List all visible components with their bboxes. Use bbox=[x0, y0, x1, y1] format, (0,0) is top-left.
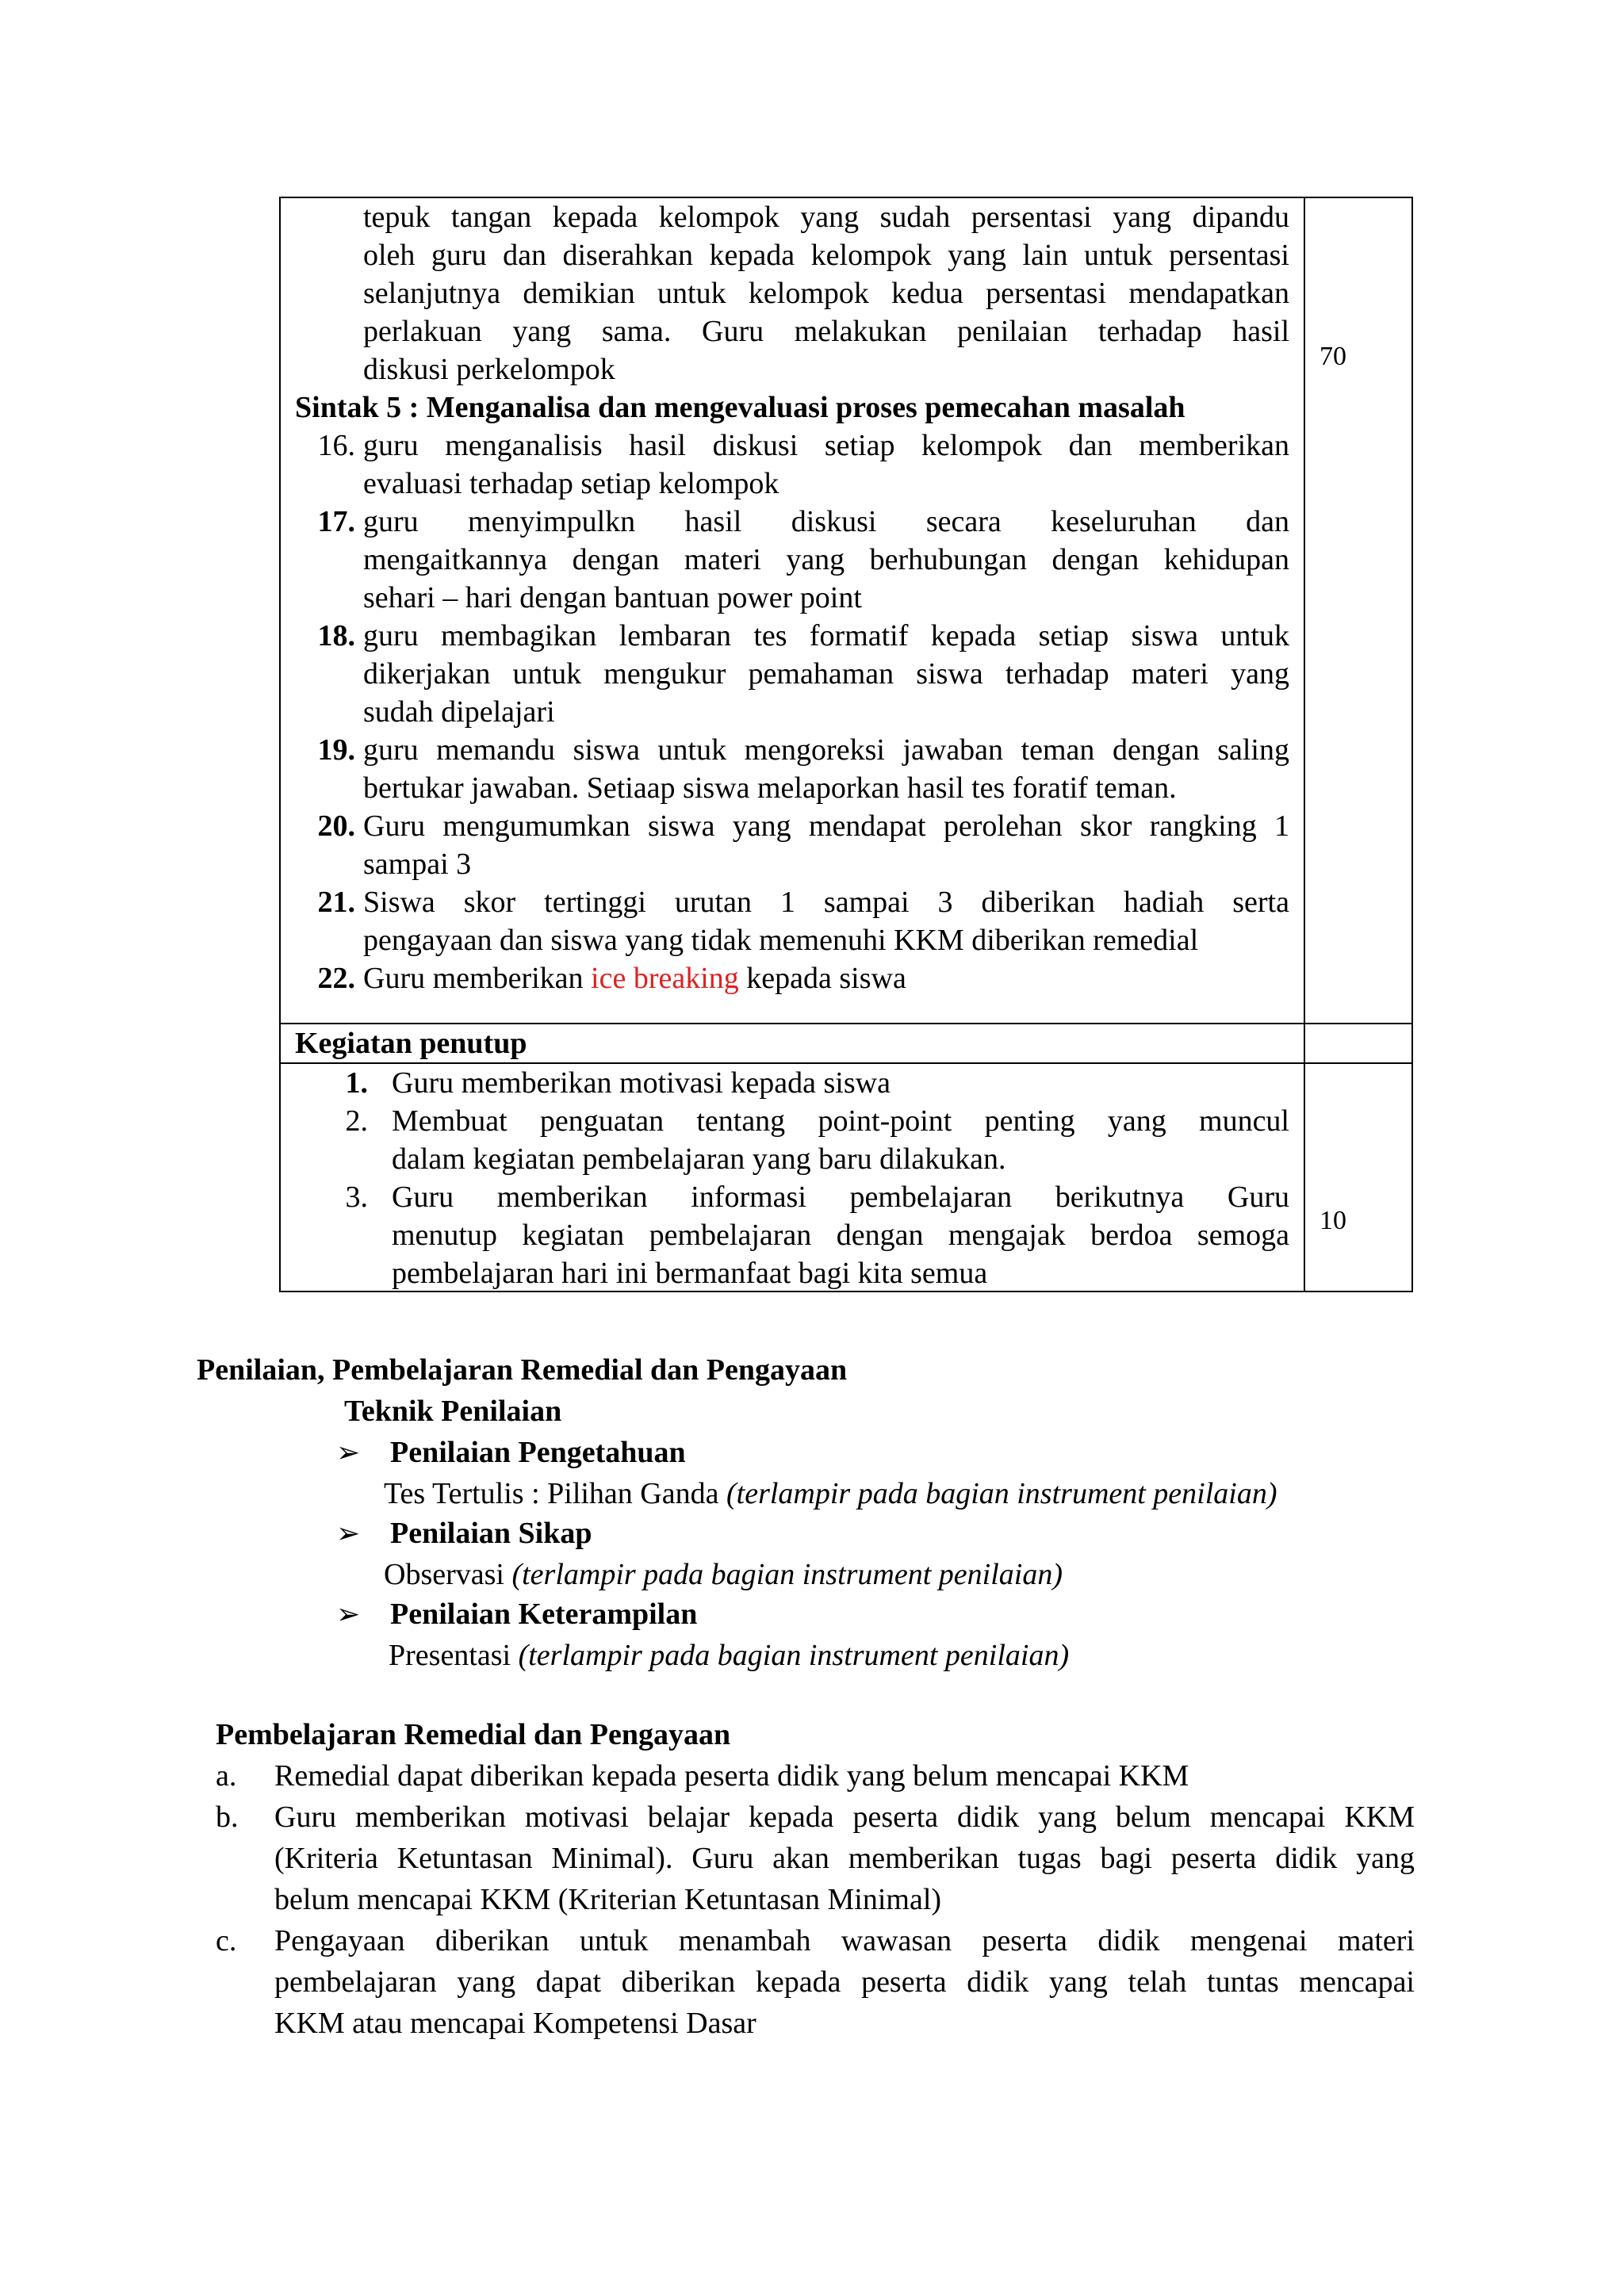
list-text: (Kriteria Ketuntasan Minimal). Guru akan memberikan tugas bagi peserta didik yang bbox=[274, 1842, 1415, 1875]
time-allocation: 10 bbox=[1320, 1206, 1346, 1235]
section-heading: Pembelajaran Remedial dan Pengayaan bbox=[216, 1718, 731, 1751]
assessment-desc bbox=[384, 1475, 1277, 1513]
step-number: 21. bbox=[317, 886, 355, 919]
list-text: Pengayaan diberikan untuk menambah wawasan peserta didik mengenai materi bbox=[274, 1924, 1415, 1957]
arrow-bullet-icon: ➢ bbox=[336, 1598, 361, 1630]
list-text: pembelajaran yang dapat diberikan kepada peserta didik yang telah tuntas mencapai bbox=[274, 1965, 1415, 1999]
closing-item-text: Guru memberikan informasi pembelajaran berikutnya Guru bbox=[392, 1181, 1289, 1214]
step-text-after: kepada siswa bbox=[738, 962, 906, 995]
assessment-note: (terlampir pada bagian instrument penilaian) bbox=[518, 1639, 1070, 1672]
arrow-bullet-icon: ➢ bbox=[336, 1437, 361, 1468]
text-line: perlakuan yang sama. Guru melakukan penilaian terhadap hasil bbox=[363, 315, 1289, 348]
step-number: 19. bbox=[317, 733, 355, 767]
list-letter: b. bbox=[216, 1800, 239, 1834]
step-text: bertukar jawaban. Setiaap siswa melaporkan hasil tes foratif teman. bbox=[363, 771, 1177, 805]
step-text-before: Guru memberikan bbox=[363, 962, 592, 995]
step-text: mengaitkannya dengan materi yang berhubungan dengan kehidupan bbox=[363, 543, 1289, 576]
step-text: Siswa skor tertinggi urutan 1 sampai 3 diberikan hadiah serta bbox=[363, 886, 1289, 919]
list-letter: a. bbox=[216, 1759, 237, 1793]
column-divider bbox=[1304, 198, 1305, 1291]
step-text: evaluasi terhadap setiap kelompok bbox=[363, 467, 779, 500]
step-number: 22. bbox=[317, 962, 355, 995]
step-number: 20. bbox=[317, 809, 355, 843]
subsection-heading: Teknik Penilaian bbox=[344, 1395, 562, 1428]
step-text bbox=[363, 959, 906, 997]
step-number: 18. bbox=[317, 619, 355, 652]
assessment-title: Penilaian Pengetahuan bbox=[390, 1436, 686, 1469]
assessment-desc bbox=[384, 1556, 1063, 1594]
step-text: guru menganalisis hasil diskusi setiap kelompok dan memberikan bbox=[363, 429, 1289, 462]
highlight-text: ice breaking bbox=[591, 962, 739, 995]
assessment-method: Presentasi bbox=[389, 1639, 519, 1672]
step-number: 16. bbox=[317, 429, 355, 462]
list-text: belum mencapai KKM (Kriterian Ketuntasan Minimal) bbox=[274, 1883, 942, 1916]
closing-item-text: Guru memberikan motivasi kepada siswa bbox=[392, 1066, 891, 1100]
assessment-desc bbox=[389, 1636, 1069, 1674]
step-text: pengayaan dan siswa yang tidak memenuhi KKM diberikan remedial bbox=[363, 924, 1199, 957]
list-text: Remedial dapat diberikan kepada peserta didik yang belum mencapai KKM bbox=[274, 1759, 1189, 1793]
step-text: sehari – hari dengan bantuan power point bbox=[363, 581, 862, 614]
time-allocation: 70 bbox=[1320, 342, 1346, 371]
arrow-bullet-icon: ➢ bbox=[336, 1517, 361, 1549]
step-text: sampai 3 bbox=[363, 848, 472, 881]
closing-item-text: menutup kegiatan pembelajaran dengan mengajak berdoa semoga bbox=[392, 1219, 1289, 1252]
step-text: guru membagikan lembaran tes formatif kepada setiap siswa untuk bbox=[363, 619, 1289, 652]
assessment-method: Tes Tertulis : Pilihan Ganda bbox=[384, 1477, 726, 1510]
step-text: guru menyimpulkn hasil diskusi secara keseluruhan dan bbox=[363, 505, 1289, 538]
text-line: diskusi perkelompok bbox=[363, 353, 615, 386]
step-text: dikerjakan untuk mengukur pemahaman siswa terhadap materi yang bbox=[363, 657, 1289, 691]
text-line: selanjutnya demikian untuk kelompok kedua persentasi mendapatkan bbox=[363, 277, 1289, 310]
closing-item-text: Membuat penguatan tentang point-point penting yang muncul bbox=[392, 1104, 1289, 1138]
sintak-heading: Sintak 5 : Menganalisa dan mengevaluasi proses pemecahan masalah bbox=[295, 391, 1185, 424]
list-text: KKM atau mencapai Kompetensi Dasar bbox=[274, 2007, 756, 2040]
list-text: Guru memberikan motivasi belajar kepada peserta didik yang belum mencapai KKM bbox=[274, 1800, 1415, 1834]
closing-item-number: 3. bbox=[345, 1181, 368, 1214]
closing-item-number: 1. bbox=[345, 1066, 368, 1100]
closing-item-number: 2. bbox=[345, 1104, 368, 1138]
closing-heading: Kegiatan penutup bbox=[295, 1027, 527, 1060]
assessment-note: (terlampir pada bagian instrument penilaian) bbox=[726, 1477, 1277, 1510]
closing-item-text: dalam kegiatan pembelajaran yang baru dilakukan. bbox=[392, 1142, 1006, 1176]
assessment-title: Penilaian Keterampilan bbox=[390, 1598, 698, 1631]
assessment-title: Penilaian Sikap bbox=[390, 1517, 592, 1550]
assessment-method: Observasi bbox=[384, 1558, 512, 1591]
section-heading: Penilaian, Pembelajaran Remedial dan Pengayaan bbox=[197, 1353, 848, 1387]
assessment-note: (terlampir pada bagian instrument penilaian) bbox=[511, 1558, 1063, 1591]
text-line: tepuk tangan kepada kelompok yang sudah persentasi yang dipandu bbox=[363, 201, 1289, 234]
step-text: guru memandu siswa untuk mengoreksi jawaban teman dengan saling bbox=[363, 733, 1289, 767]
step-number: 17. bbox=[317, 505, 355, 538]
closing-item-text: pembelajaran hari ini bermanfaat bagi kita semua bbox=[392, 1257, 988, 1290]
step-text: sudah dipelajari bbox=[363, 695, 555, 729]
list-letter: c. bbox=[216, 1924, 237, 1957]
step-text: Guru mengumumkan siswa yang mendapat perolehan skor rangking 1 bbox=[363, 809, 1289, 843]
text-line: oleh guru dan diserahkan kepada kelompok yang lain untuk persentasi bbox=[363, 239, 1289, 272]
lesson-activity-table bbox=[279, 197, 1413, 1292]
